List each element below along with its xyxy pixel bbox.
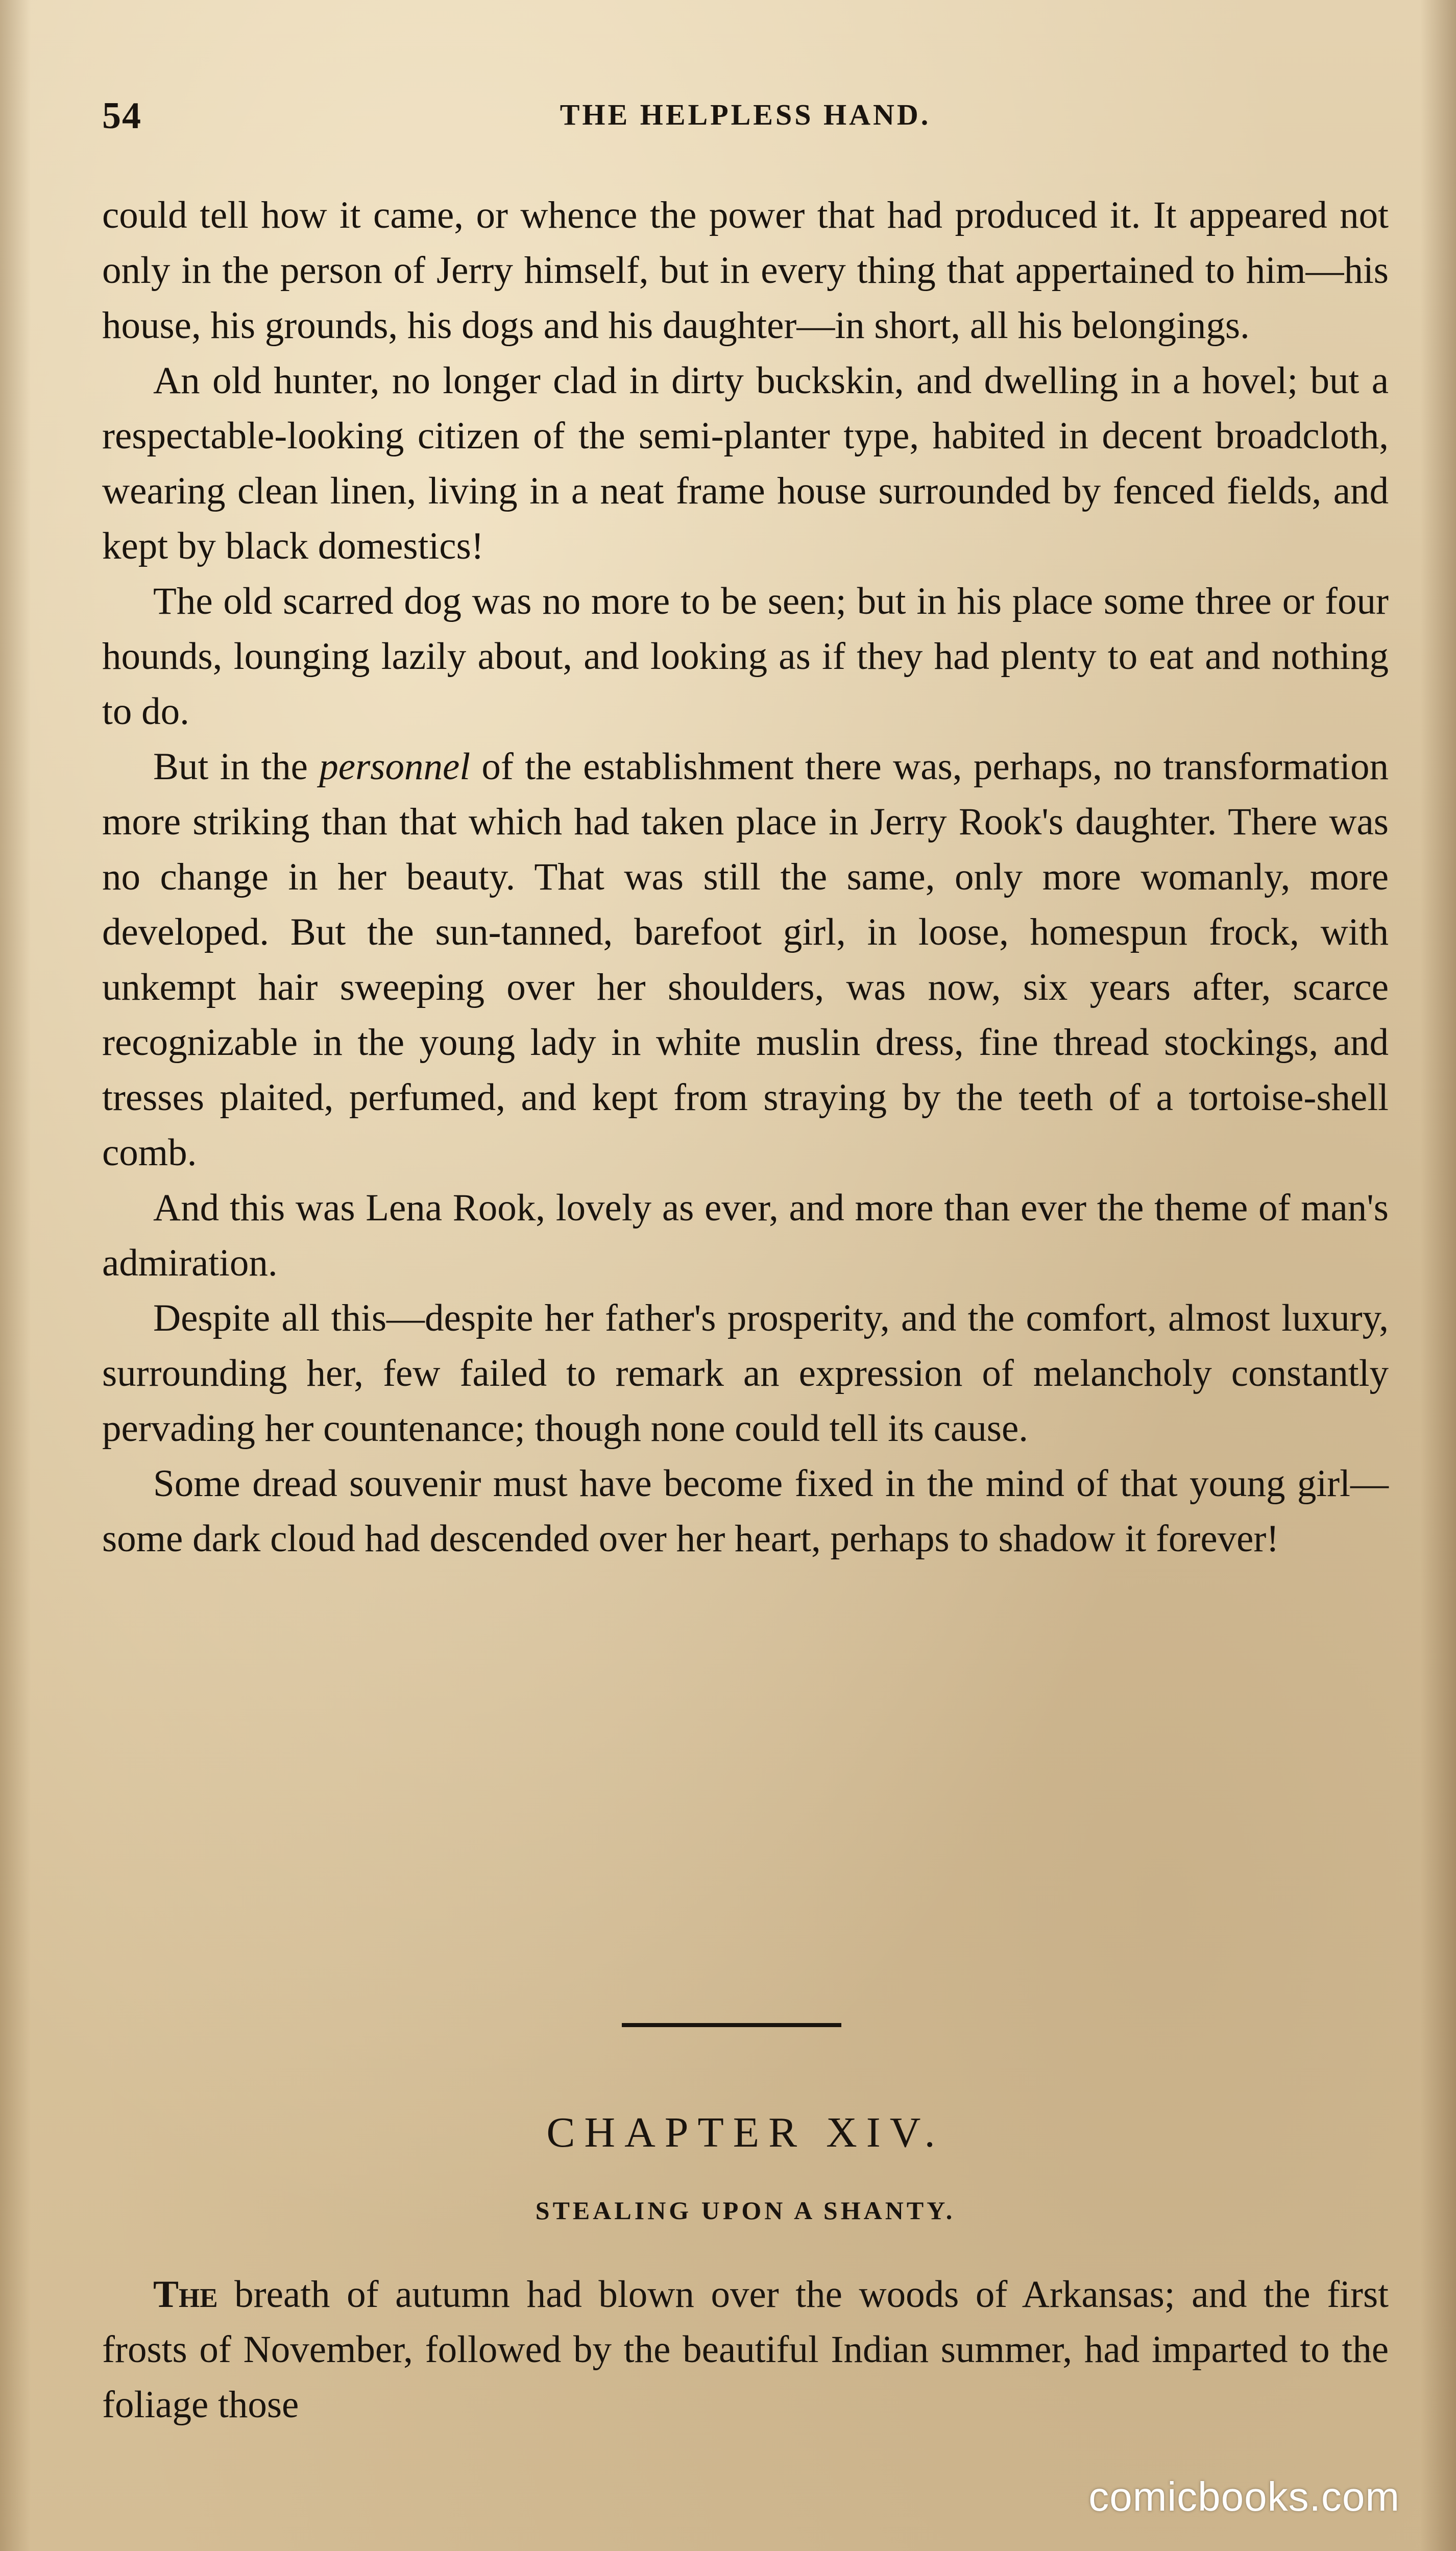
chapter-subtitle: STEALING UPON A SHANTY.	[535, 2196, 956, 2225]
page-header	[102, 94, 1389, 135]
running-head: THE HELPLESS HAND.	[560, 98, 931, 131]
chapter-title: CHAPTER XIV.	[546, 2109, 944, 2156]
body-text	[102, 188, 1389, 1567]
paragraph-3: The old scarred dog was no more to be seen; but in his place some three or four hounds, lounging lazily about, and looking as if they had plenty to eat and nothing to do.	[102, 580, 1389, 733]
chapter-opening-text	[102, 2267, 1389, 2433]
chapter-first-word: The	[153, 2273, 218, 2316]
paragraph-5: And this was Lena Rook, lovely as ever, and more than ever the theme of man's admiration.	[102, 1187, 1389, 1284]
page-edge-shadow-right	[1420, 0, 1456, 2551]
chapter-opening-paragraph	[102, 2267, 1389, 2433]
paragraph-4	[102, 739, 1389, 1181]
page-edge-shadow-left	[0, 0, 31, 2551]
chapter-opening-body: breath of autumn had blown over the woods of Arkansas; and the first frosts of November, followed by the beautiful Indian summer, had imparted to the foliage those	[102, 2273, 1389, 2426]
paragraph-4-body: perhaps, no transformation more striking than that which had taken place in Jerry Rook's daughter. There was no change in her beauty. That was still the same, only more womanly, more developed. But the sun-tanned, barefoot girl, in loose, homespun frock, with unkempt hair sweeping over her shoulders, was now, six years after, scarce recognizable in the young lady in white muslin dress, fine thread stockings, and tresses plaited, perfumed, and kept from straying by the teeth of a tortoise-shell comb.	[102, 745, 1389, 1174]
watermark-logo: comicbooks.com	[1088, 2474, 1400, 2519]
paragraph-1: could tell how it came, or whence the power that had produced it. It appeared not only in the person of Jerry himself, but in every thing that appertained to him—his house, his grounds, his dogs and his daughter—in short, all his belongings.	[102, 194, 1389, 347]
section-divider-rule	[622, 2023, 841, 2027]
paragraph-7: Some dread souvenir must have become fixed in the mind of that young girl—some dark cloud had descended over her heart, perhaps to shadow it forever!	[102, 1462, 1389, 1560]
paragraph-2: An old hunter, no longer clad in dirty buckskin, and dwelling in a hovel; but a respectable-looking citizen of the semi-planter type, habited in decent broadcloth, wearing clean linen, living in a neat frame house surrounded by fenced fields, and kept by black domestics!	[102, 359, 1389, 567]
paragraph-4-italic-word: personnel	[319, 745, 471, 788]
paragraph-4-lead: But in the	[153, 745, 320, 788]
paragraph-4-lead-rest: of the establishment there was,	[470, 745, 962, 788]
page-number: 54	[102, 95, 142, 137]
paragraph-6: Despite all this—despite her father's prosperity, and the comfort, almost luxury, surrounding her, few failed to remark an expression of melancholy constantly pervading her countenance; though none could tell its cause.	[102, 1297, 1389, 1450]
